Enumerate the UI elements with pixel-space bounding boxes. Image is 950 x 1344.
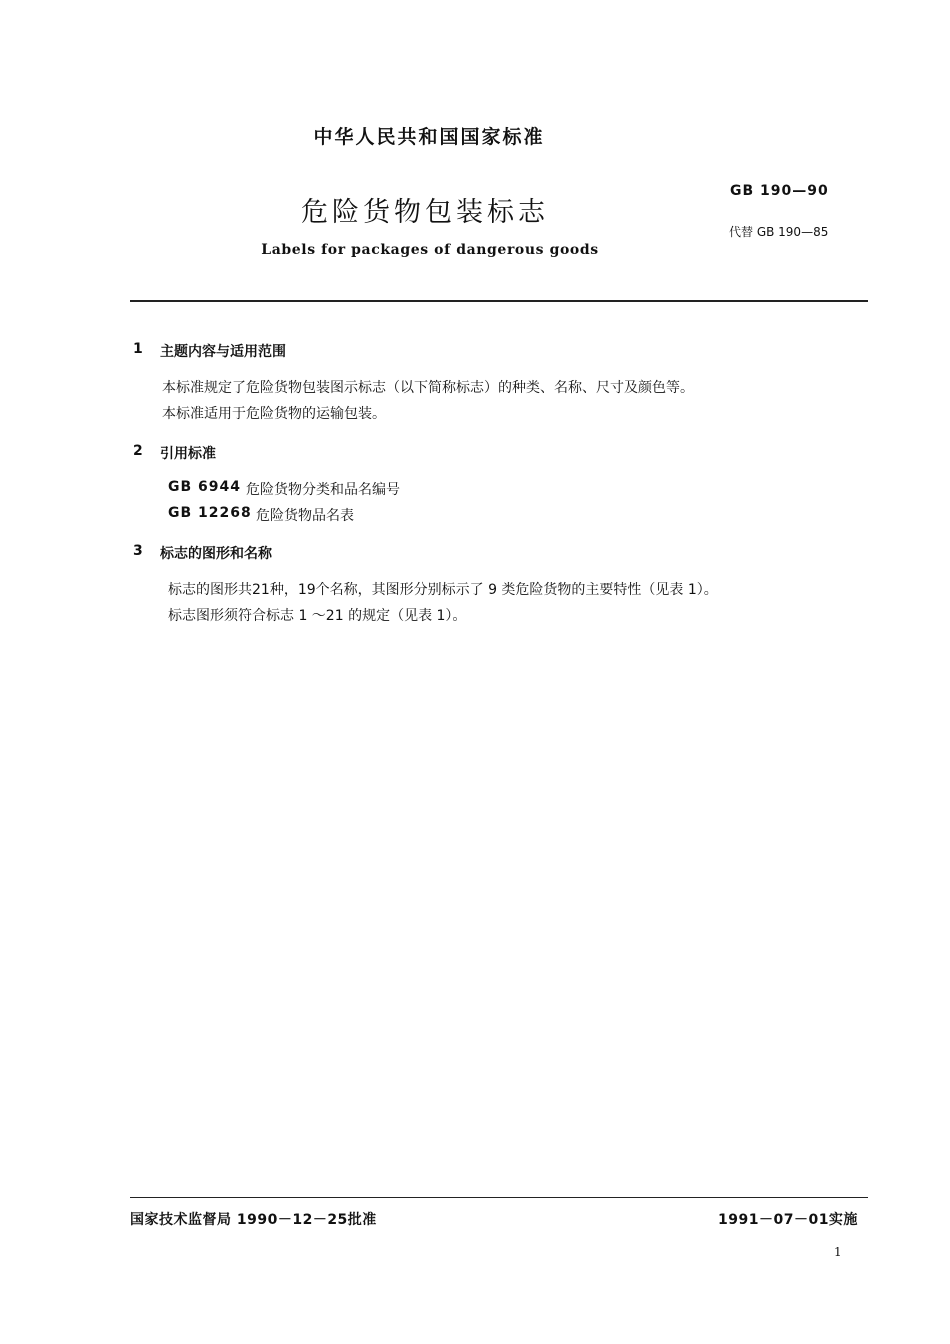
reference-2-code: GB 12268	[168, 505, 252, 521]
replaces-standard: 代替 GB 190—85	[729, 225, 829, 239]
page-number: 1	[834, 1245, 842, 1259]
reference-1-name: 危险货物分类和品名编号	[246, 482, 400, 498]
document-title-en: Labels for packages of dangerous goods	[261, 242, 599, 258]
section-2-title: 引用标准	[160, 446, 216, 462]
national-standard-heading: 中华人民共和国国家标准	[313, 126, 545, 148]
section-3-paragraph-1: 标志的图形共21种，19个名称，其图形分别标示了 9 类危险货物的主要特性（见表 1）。	[168, 582, 718, 598]
section-3-title: 标志的图形和名称	[160, 546, 272, 562]
reference-1-code: GB 6944	[168, 479, 242, 495]
standard-number: GB 190—90	[730, 183, 829, 199]
section-3-paragraph-2: 标志图形须符合标志 1 ～21 的规定（见表 1）。	[168, 608, 467, 624]
section-1-paragraph-1: 本标准规定了危险货物包装图示标志（以下简称标志）的种类、名称、尺寸及颜色等。	[162, 380, 694, 396]
section-1-paragraph-2: 本标准适用于危险货物的运输包装。	[162, 406, 386, 422]
header-divider	[130, 300, 868, 302]
section-1-number: 1	[133, 341, 143, 357]
footer-divider	[130, 1197, 868, 1198]
section-3-number: 3	[133, 543, 143, 559]
section-2-number: 2	[133, 443, 143, 459]
effective-date: 1991－07－01实施	[718, 1212, 858, 1228]
document-title-cn: 危险货物包装标志	[301, 197, 549, 228]
reference-2-name: 危险货物品名表	[256, 508, 354, 524]
section-1-title: 主题内容与适用范围	[160, 344, 286, 360]
approval-date: 国家技术监督局 1990－12－25批准	[130, 1212, 377, 1228]
